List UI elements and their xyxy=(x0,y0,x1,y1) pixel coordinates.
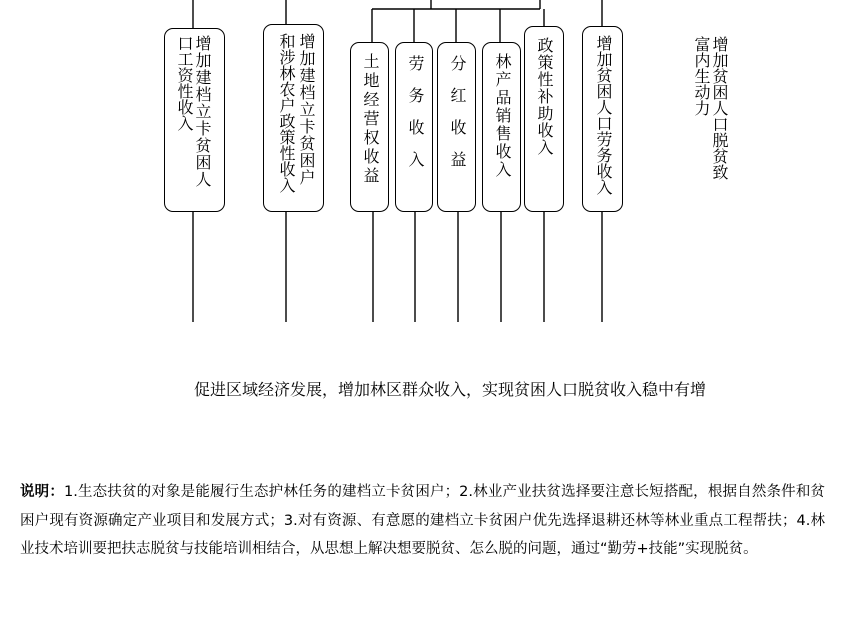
box-text-line: 劳务收入 xyxy=(406,55,425,183)
side-text-line: 富内生动力 xyxy=(692,36,711,116)
box-text-line: 林产品销售收入 xyxy=(493,53,512,179)
income-box-subsidy xyxy=(524,26,564,212)
box-text-line: 口工资性收入 xyxy=(175,35,194,131)
box-text-line: 土地经营权收益 xyxy=(361,53,380,186)
income-box-labor-poor xyxy=(582,26,623,212)
income-box-land xyxy=(350,42,389,212)
box-text-line: 增加建档立卡贫困户 xyxy=(297,33,316,186)
income-box-policy xyxy=(263,24,324,212)
note-label: 说明： xyxy=(20,484,64,500)
box-text-line: 和涉林农户政策性收入 xyxy=(277,33,296,193)
note-text: 1.生态扶贫的对象是能履行生态护林任务的建档立卡贫困户；2.林业产业扶贫选择要注意长短搭配，根据自然条件和贫困户现有资源确定产业项目和发展方式；3.对有资源、有意愿的建档立卡贫困户优先选择退耕还林等林业重点工程帮扶；4.林业技术培训要把扶志脱贫与技能培训相结合，从思想上解决想要脱贫、怎么脱的问题，通过“勤劳+技能”实现脱贫。 xyxy=(20,484,825,557)
box-text-line: 增加贫困人口劳务收入 xyxy=(594,35,613,195)
box-text-line: 政策性补助收入 xyxy=(535,37,554,156)
side-text-line: 增加贫困人口脱贫致 xyxy=(710,36,729,180)
income-box-poor-wage xyxy=(164,28,225,212)
income-box-forest-products xyxy=(482,42,521,212)
box-text-line: 分红收益 xyxy=(448,55,467,183)
income-box-dividend xyxy=(437,42,476,212)
box-text-line: 增加建档立卡贫困人 xyxy=(193,35,212,188)
conclusion-text: 促进区域经济发展，增加林区群众收入，实现贫困人口脱贫收入稳中有增 xyxy=(193,380,706,399)
note-paragraph xyxy=(20,478,825,564)
income-box-labor xyxy=(395,42,433,212)
